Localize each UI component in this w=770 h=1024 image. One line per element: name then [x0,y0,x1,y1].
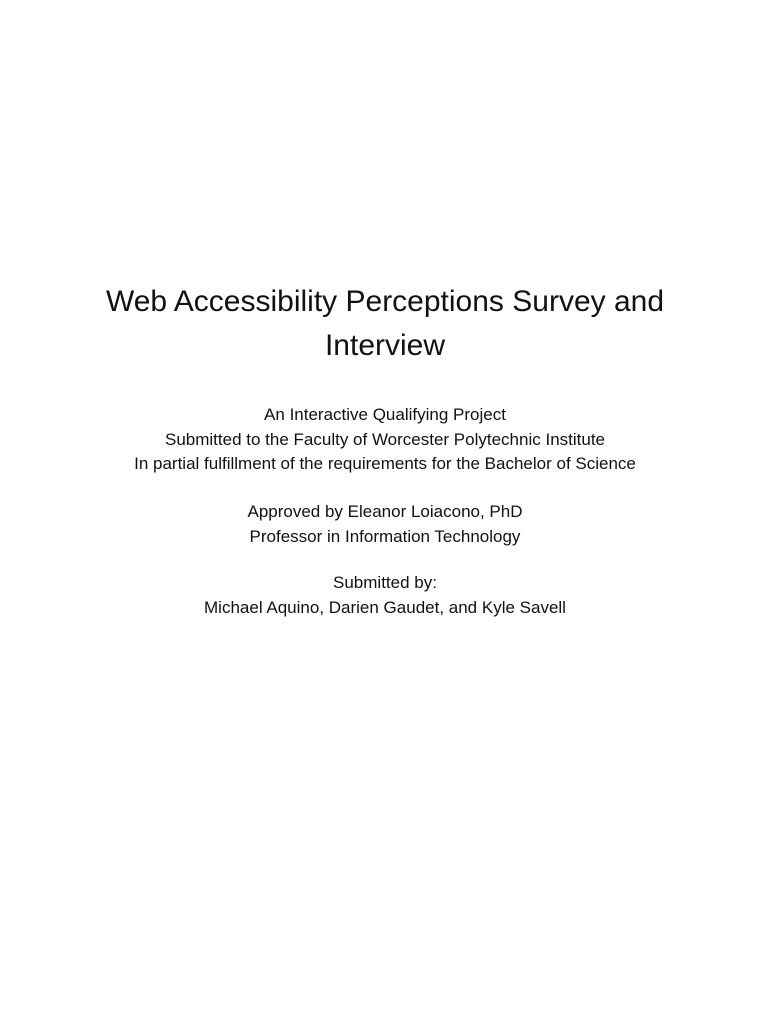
approved-by: Approved by Eleanor Loiacono, PhD [247,502,523,521]
submitted-to-faculty: Submitted to the Faculty of Worcester Polytechnic Institute [165,429,605,449]
author-names: Michael Aquino, Darien Gaudet, and Kyle Savell [204,597,566,617]
submitted-by-label: Submitted by: [333,573,437,592]
project-description [0,403,770,477]
advisor-title: Professor in Information Technology [249,526,521,546]
title-line-2: Interview [324,329,446,362]
degree-requirement: In partial fulfillment of the requirements for the Bachelor of Science [134,454,636,473]
title-line-1: Web Accessibility Perceptions Survey and [105,285,665,318]
approval-block [0,500,770,549]
document-title [0,280,770,368]
project-type: An Interactive Qualifying Project [264,405,506,424]
submission-block [0,571,770,620]
